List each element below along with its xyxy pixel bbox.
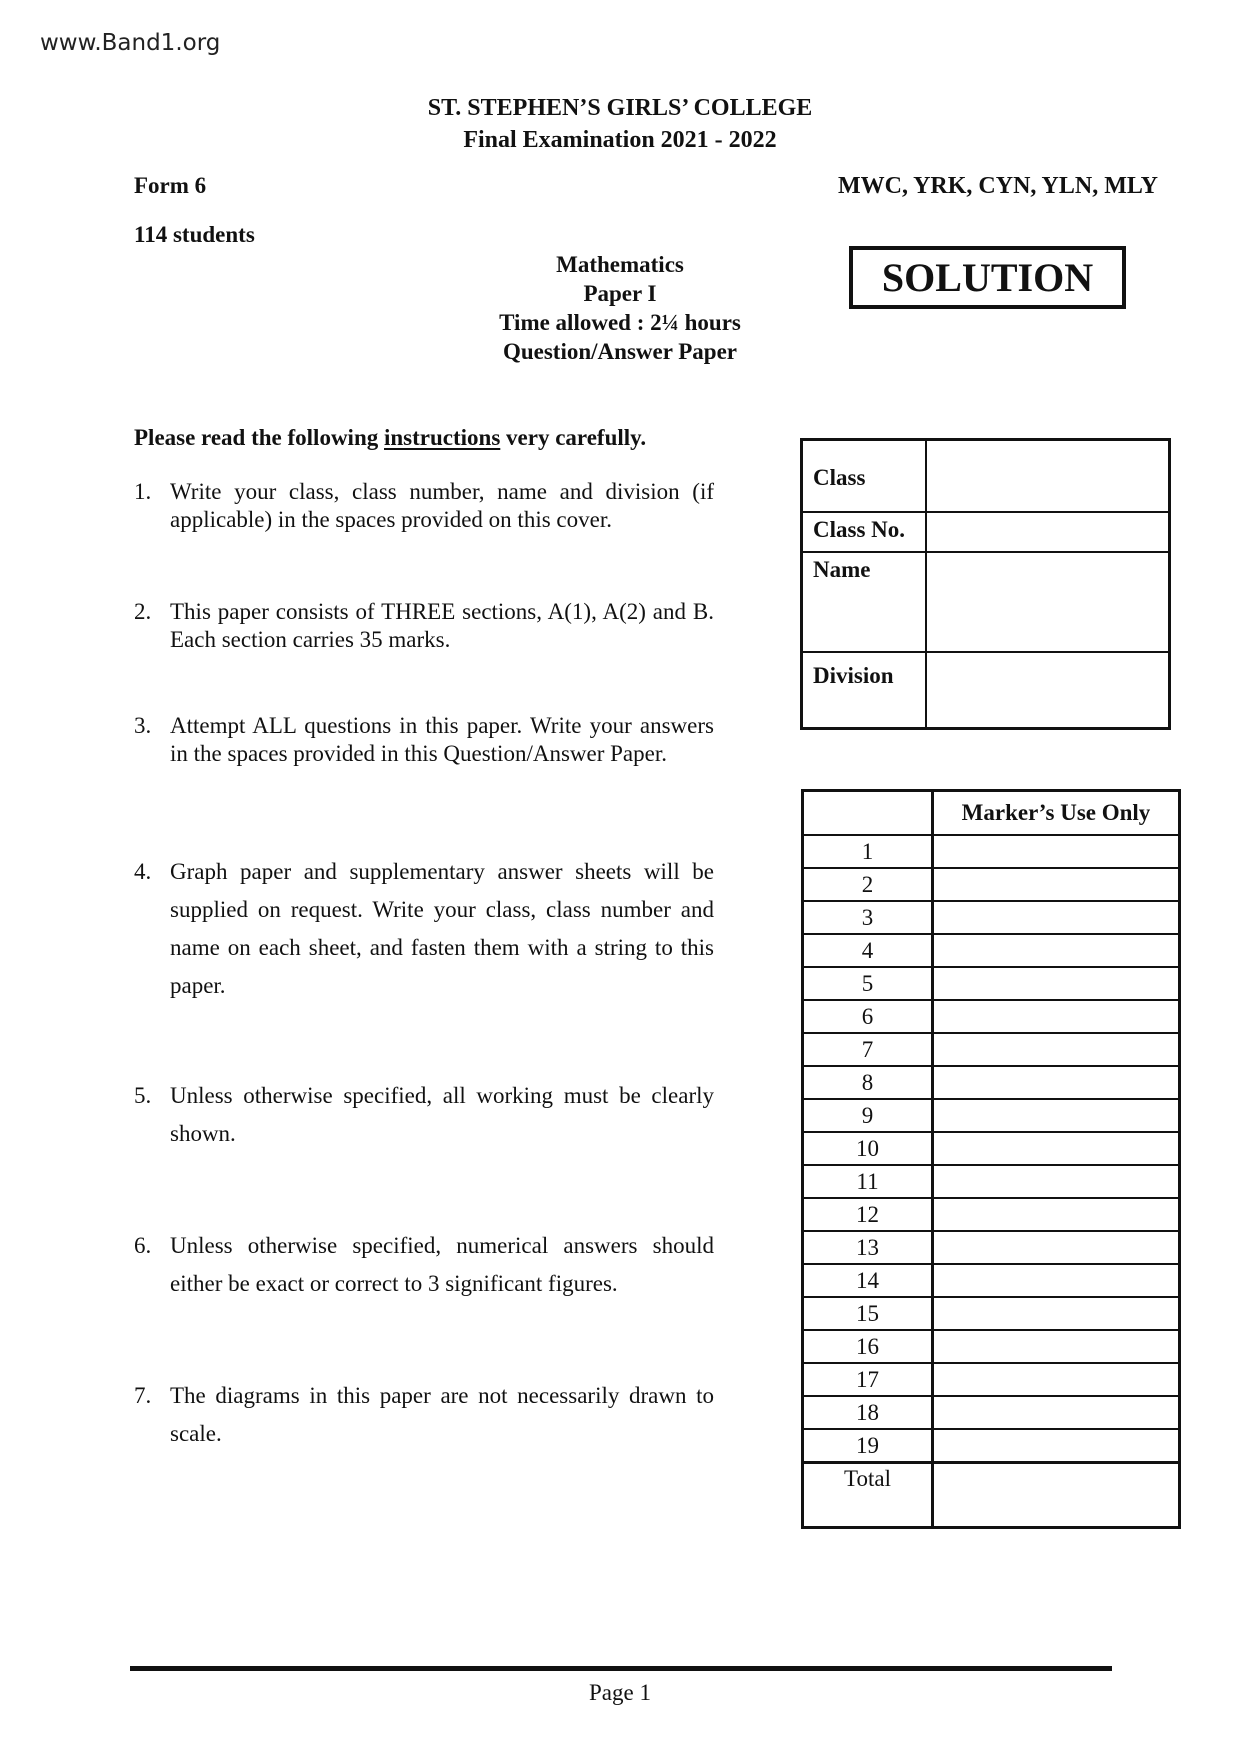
school-name: ST. STEPHEN’S GIRLS’ COLLEGE (427, 95, 813, 121)
marker-row: 16 (803, 1330, 1180, 1363)
website-watermark: www.Band1.org (40, 30, 221, 56)
mark-cell[interactable] (933, 1231, 1180, 1264)
mark-cell[interactable] (933, 1363, 1180, 1396)
marker-row: 9 (803, 1099, 1180, 1132)
subject-name: Mathematics (556, 252, 684, 277)
mark-cell[interactable] (933, 868, 1180, 901)
mark-cell[interactable] (933, 901, 1180, 934)
class-field[interactable] (926, 440, 1170, 512)
mark-cell[interactable] (933, 1330, 1180, 1363)
marker-row: 8 (803, 1066, 1180, 1099)
mark-cell[interactable] (933, 1066, 1180, 1099)
marker-row: 6 (803, 1000, 1180, 1033)
instruction-item: 7. The diagrams in this paper are not necessarily drawn to scale. (134, 1383, 714, 1446)
instruction-item: 1. Write your class, class number, name and division (if applicable) in the spaces provided on this cover. (134, 479, 714, 532)
marker-row: 14 (803, 1264, 1180, 1297)
subject-block (440, 250, 800, 366)
division-row (802, 652, 1170, 729)
marker-row: 3 (803, 901, 1180, 934)
mark-cell[interactable] (933, 1132, 1180, 1165)
total-label: Total (803, 1463, 933, 1528)
instructions-heading: Please read the following instructions very carefully. (134, 425, 647, 450)
mark-cell[interactable] (933, 934, 1180, 967)
instruction-item: 3. Attempt ALL questions in this paper. Write your answers in the spaces provided in this Question/Answer Paper. (134, 713, 714, 766)
form-level: Form 6 (134, 173, 207, 198)
name-field[interactable] (926, 552, 1170, 652)
mark-cell[interactable] (933, 1429, 1180, 1463)
mark-cell[interactable] (933, 1264, 1180, 1297)
marker-row: 7 (803, 1033, 1180, 1066)
footer-divider (130, 1666, 1112, 1671)
marker-row: 12 (803, 1198, 1180, 1231)
mark-cell[interactable] (933, 1396, 1180, 1429)
marker-row: 11 (803, 1165, 1180, 1198)
mark-cell[interactable] (933, 1165, 1180, 1198)
mark-cell[interactable] (933, 1099, 1180, 1132)
instruction-item: 5. Unless otherwise specified, all working must be clearly shown. (134, 1083, 714, 1146)
solution-badge: SOLUTION (849, 246, 1126, 309)
mark-cell[interactable] (933, 1033, 1180, 1066)
marker-row: 5 (803, 967, 1180, 1000)
instruction-item: 4. Graph paper and supplementary answer sheets will be supplied on request. Write your class, class number and name on each sheet, and fasten them with a string to this paper. (134, 859, 714, 998)
class-row (802, 440, 1170, 512)
class-no-label: Class No. (802, 512, 926, 552)
marker-row: 10 (803, 1132, 1180, 1165)
student-info-table (800, 438, 1171, 730)
marker-row: 17 (803, 1363, 1180, 1396)
marker-row: 1 (803, 835, 1180, 868)
instructions-underlined: instructions (384, 425, 501, 450)
class-no-field[interactable] (926, 512, 1170, 552)
mark-cell[interactable] (933, 1198, 1180, 1231)
class-no-row (802, 512, 1170, 552)
paper-number: Paper I (583, 281, 657, 306)
name-label: Name (802, 552, 926, 652)
marker-table (801, 789, 1181, 1529)
name-row (802, 552, 1170, 652)
marker-row: 18 (803, 1396, 1180, 1429)
mark-cell[interactable] (933, 967, 1180, 1000)
marker-row: 2 (803, 868, 1180, 901)
teacher-initials: MWC, YRK, CYN, YLN, MLY (838, 173, 1158, 199)
marker-row: 15 (803, 1297, 1180, 1330)
student-count: 114 students (134, 222, 255, 247)
instruction-item: 6. Unless otherwise specified, numerical answers should either be exact or correct to 3 significant figures. (134, 1233, 714, 1296)
marker-row: 13 (803, 1231, 1180, 1264)
mark-cell[interactable] (933, 1000, 1180, 1033)
marker-row: 4 (803, 934, 1180, 967)
marker-header-label: Marker’s Use Only (933, 791, 1180, 836)
mark-cell[interactable] (933, 1297, 1180, 1330)
school-header (0, 92, 1240, 156)
exam-title: Final Examination 2021 - 2022 (463, 127, 777, 153)
division-field[interactable] (926, 652, 1170, 729)
time-allowed: Time allowed : 2¼ hours (499, 310, 741, 335)
division-label: Division (802, 652, 926, 729)
marker-total-row (803, 1463, 1180, 1528)
marker-row: 19 (803, 1429, 1180, 1463)
page-number: Page 1 (589, 1680, 651, 1705)
marker-table-header (803, 791, 1180, 836)
instruction-item: 2. This paper consists of THREE sections, A(1), A(2) and B. Each section carries 35 marks. (134, 599, 714, 652)
mark-cell[interactable] (933, 835, 1180, 868)
total-cell[interactable] (933, 1463, 1180, 1528)
class-label: Class (802, 440, 926, 512)
paper-type: Question/Answer Paper (502, 339, 738, 364)
